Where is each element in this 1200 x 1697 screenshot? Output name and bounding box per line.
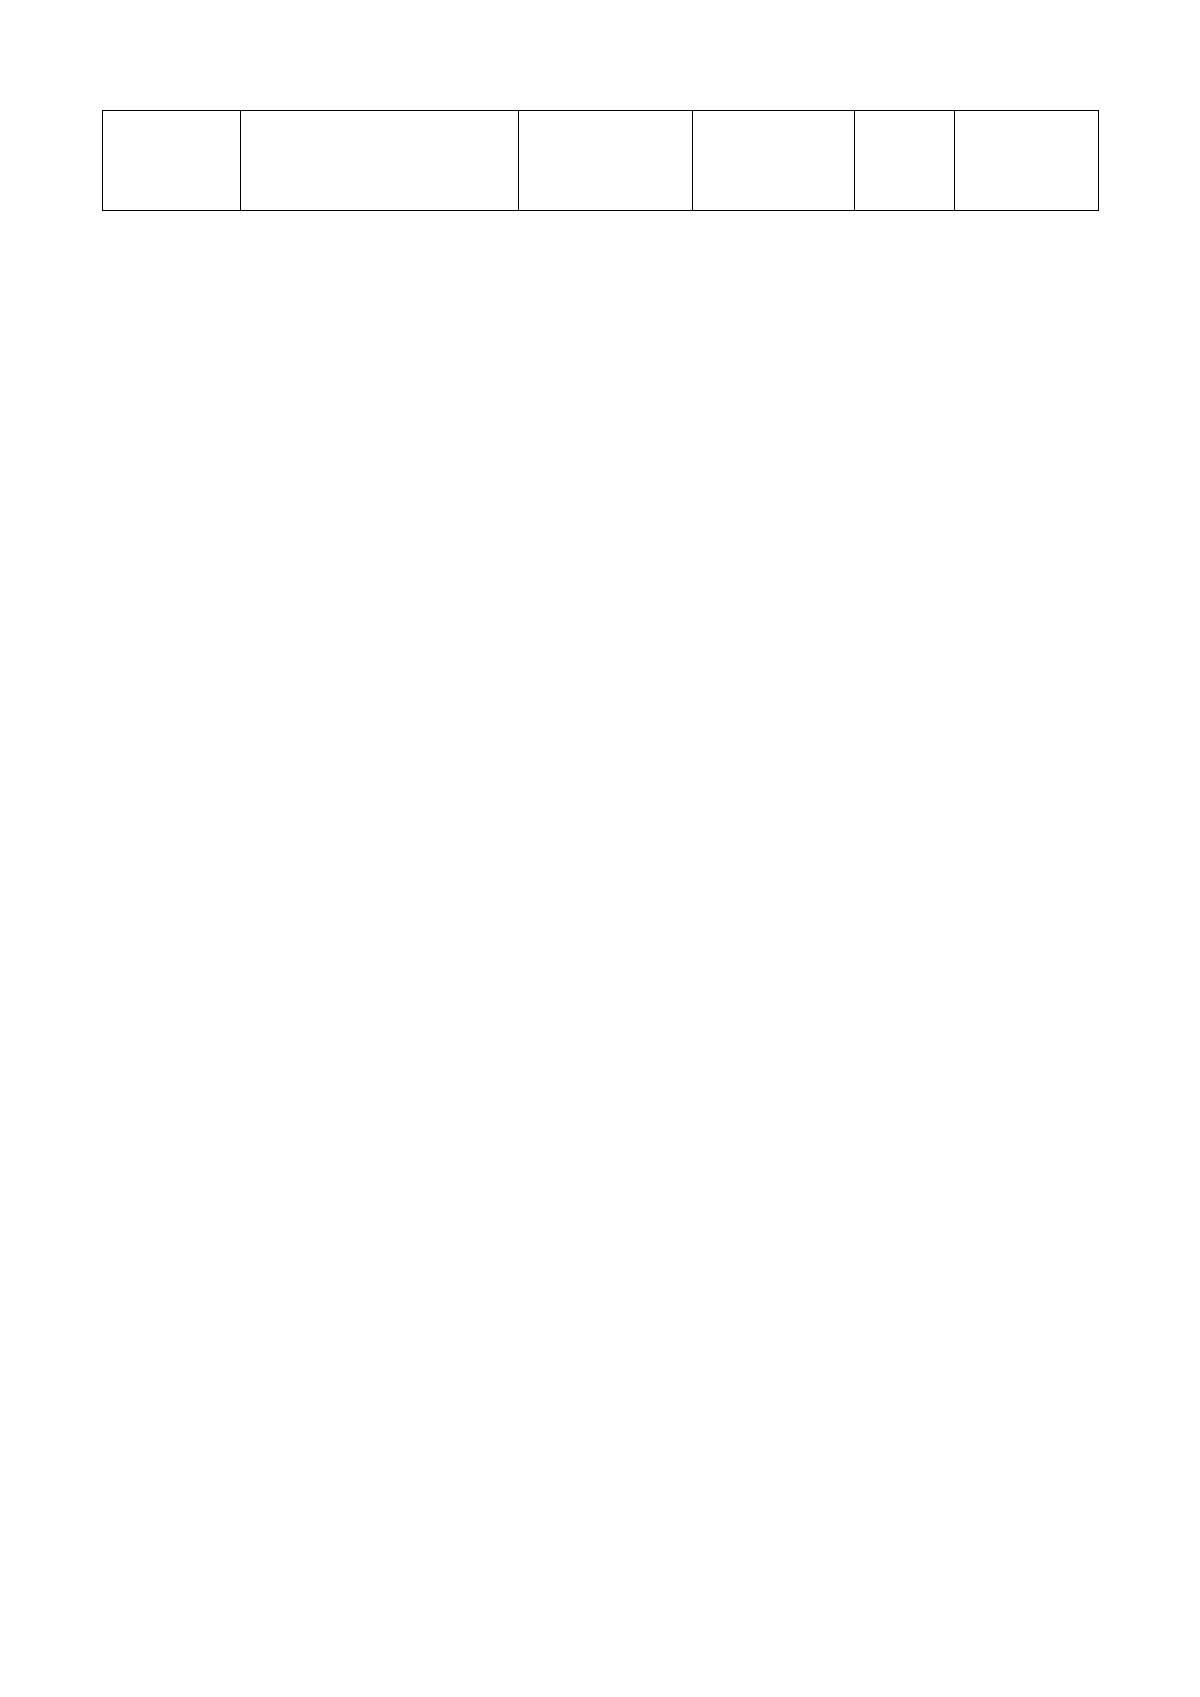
- header-unit: [693, 111, 855, 211]
- consumables-header-row: [103, 111, 1099, 211]
- header-materials: [519, 111, 693, 211]
- consumables-section: [103, 111, 1099, 211]
- header-term: [855, 111, 955, 211]
- equipment-table: [102, 110, 1099, 211]
- equipment-table-sheet: [102, 110, 1099, 211]
- header-profession: [103, 111, 241, 211]
- header-works: [241, 111, 519, 211]
- header-need: [955, 111, 1099, 211]
